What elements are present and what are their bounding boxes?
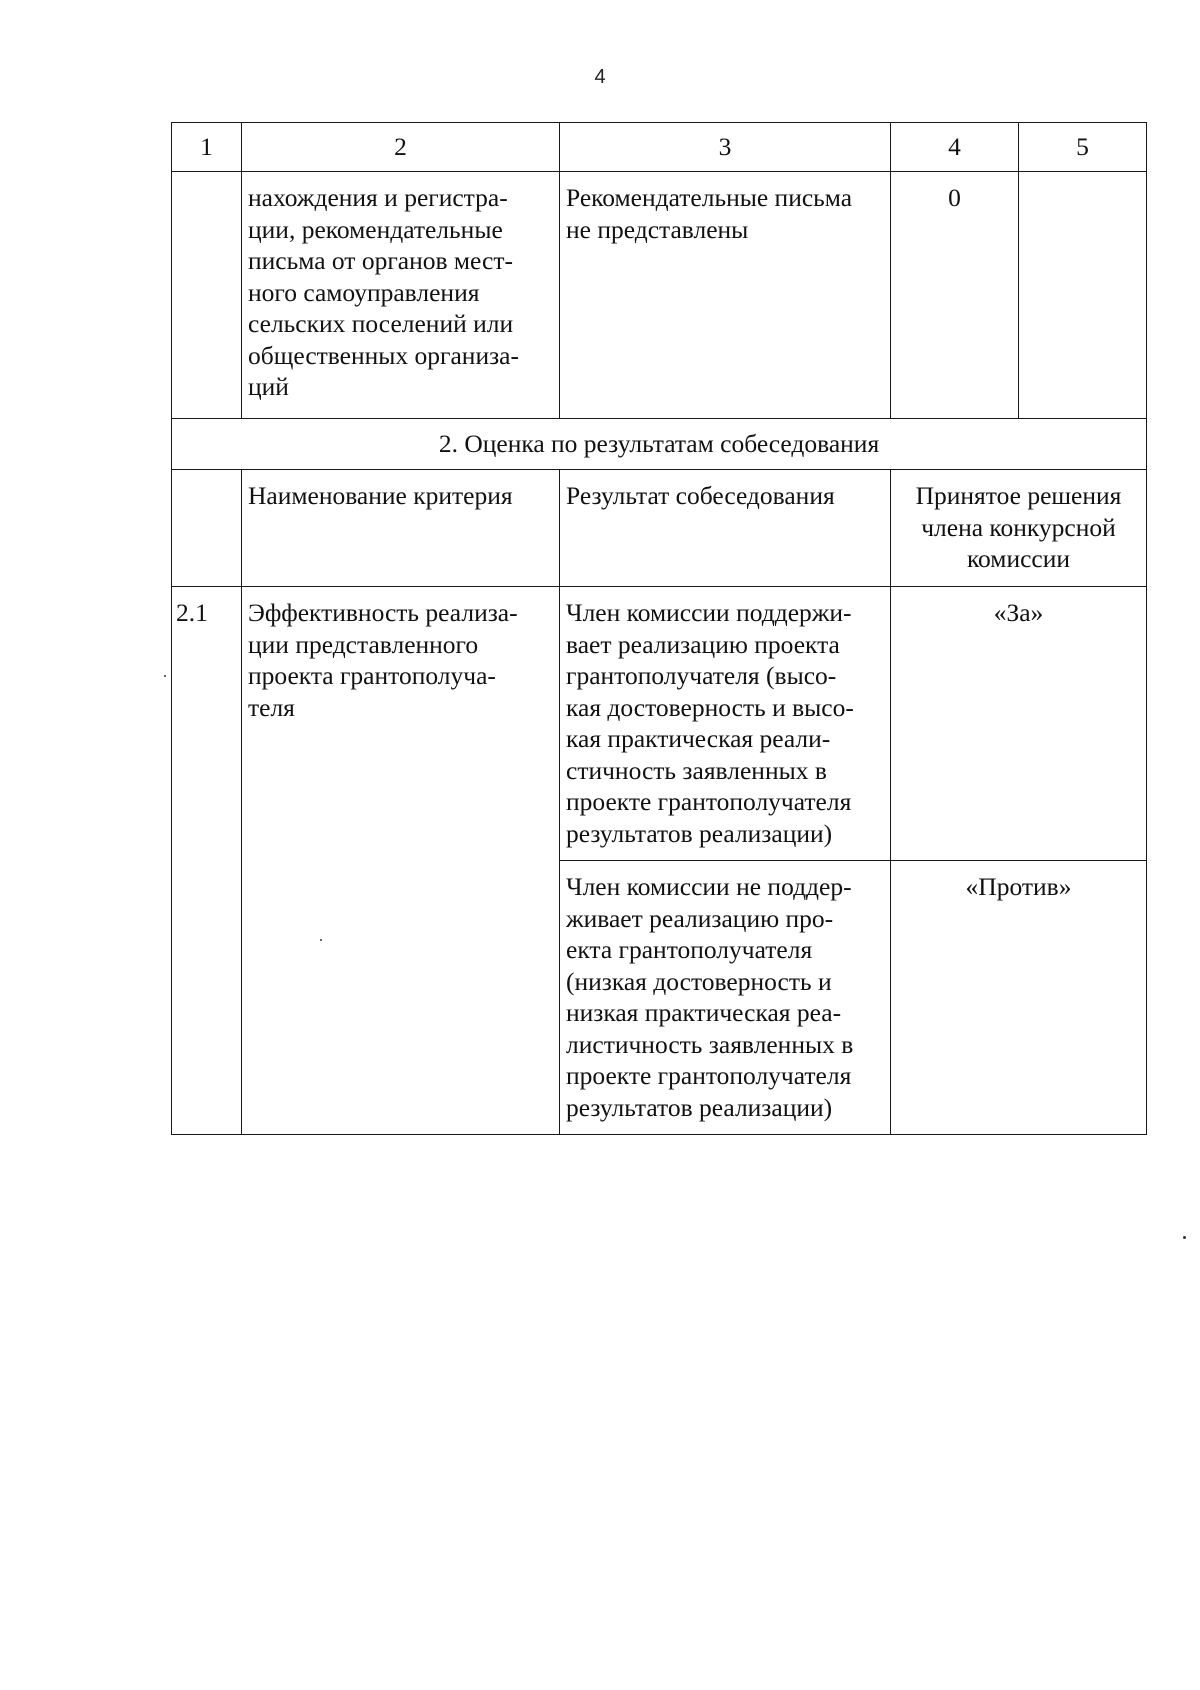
section-title: 2. Оценка по результатам собеседования: [172, 419, 1147, 470]
continued-criterion-line: ции, рекомендательные: [248, 214, 503, 244]
criterion-cell: [242, 587, 560, 1135]
criterion-line: проекта грантополуча-: [248, 661, 496, 690]
table-row-continued: [172, 172, 1147, 419]
section-header-row: [172, 470, 1147, 587]
continued-result-line: не представлены: [566, 214, 749, 244]
interview-result-header: Результат собеседования: [560, 470, 891, 587]
result-for-line: кая достоверность и высо-: [566, 692, 854, 722]
result-for-line: проекте грантополучателя: [566, 787, 852, 816]
decision-header-line: члена конкурсной: [921, 512, 1116, 542]
result-against-cell: [560, 861, 891, 1135]
header-col-3: 3: [560, 123, 891, 172]
header-col-2: 2: [242, 123, 560, 172]
continued-criterion-line: сельских поселений или: [248, 309, 514, 338]
decision-header-line: комиссии: [966, 544, 1071, 573]
criterion-line: ции представленного: [248, 629, 479, 659]
result-against-line: проекте грантополучателя: [566, 1061, 852, 1090]
criterion-line: теля: [248, 692, 295, 722]
result-for-line: грантополучателя (высо-: [566, 661, 837, 690]
result-against-line: екта грантополучателя: [566, 935, 813, 964]
result-for-line: вает реализацию проекта: [566, 629, 840, 659]
table-header-row: [172, 123, 1147, 172]
result-for-line: результатов реализации): [566, 818, 833, 848]
continued-score-cell: 0: [891, 172, 1019, 419]
scan-speck: [320, 939, 322, 941]
result-against-line: низкая практическая реа-: [566, 998, 842, 1027]
criterion-line: Эффективность реализа-: [248, 598, 518, 627]
result-against-line: Член комиссии не поддер-: [566, 872, 852, 901]
header-col-5: 5: [1019, 123, 1147, 172]
table-row-2-1-for: [172, 587, 1147, 861]
continued-criterion-line: общественных организа-: [248, 340, 519, 370]
header-col-4: 4: [891, 123, 1019, 172]
decision-against-cell: «Против»: [891, 861, 1147, 1135]
scan-speck: [164, 675, 166, 677]
result-against-line: листичность заявленных в: [566, 1029, 854, 1059]
continued-result-line: Рекомендательные письма: [566, 183, 853, 212]
section-header-col-1: [172, 470, 242, 587]
evaluation-table: [171, 122, 1147, 1135]
result-for-line: стичность заявленных в: [566, 755, 827, 785]
result-against-line: (низкая достоверность и: [566, 966, 832, 996]
scan-speck: [1183, 1236, 1186, 1239]
criterion-name-header: Наименование критерия: [242, 470, 560, 587]
row-number: 2.1: [172, 587, 242, 1135]
continued-result-cell: [560, 172, 891, 419]
result-against-line: результатов реализации): [566, 1092, 833, 1122]
continued-criterion-line: нахождения и регистра-: [248, 183, 508, 212]
header-col-1: 1: [172, 123, 242, 172]
result-for-cell: [560, 587, 891, 861]
continued-criterion-line: письма от органов мест-: [248, 246, 513, 275]
result-against-line: живает реализацию про-: [566, 903, 834, 933]
continued-criterion-line: ного самоуправления: [248, 277, 480, 307]
result-for-line: Член комиссии поддержи-: [566, 598, 852, 627]
page-number: 4: [594, 66, 606, 88]
continued-col-1: [172, 172, 242, 419]
section-title-row: [172, 419, 1147, 470]
continued-criterion-cell: [242, 172, 560, 419]
decision-header-line: Принятое решения: [915, 481, 1122, 510]
decision-for-cell: «За»: [891, 587, 1147, 861]
decision-header: [891, 470, 1147, 587]
result-for-line: кая практическая реали-: [566, 724, 831, 753]
continued-col-5: [1019, 172, 1147, 419]
continued-criterion-line: ций: [248, 372, 289, 401]
